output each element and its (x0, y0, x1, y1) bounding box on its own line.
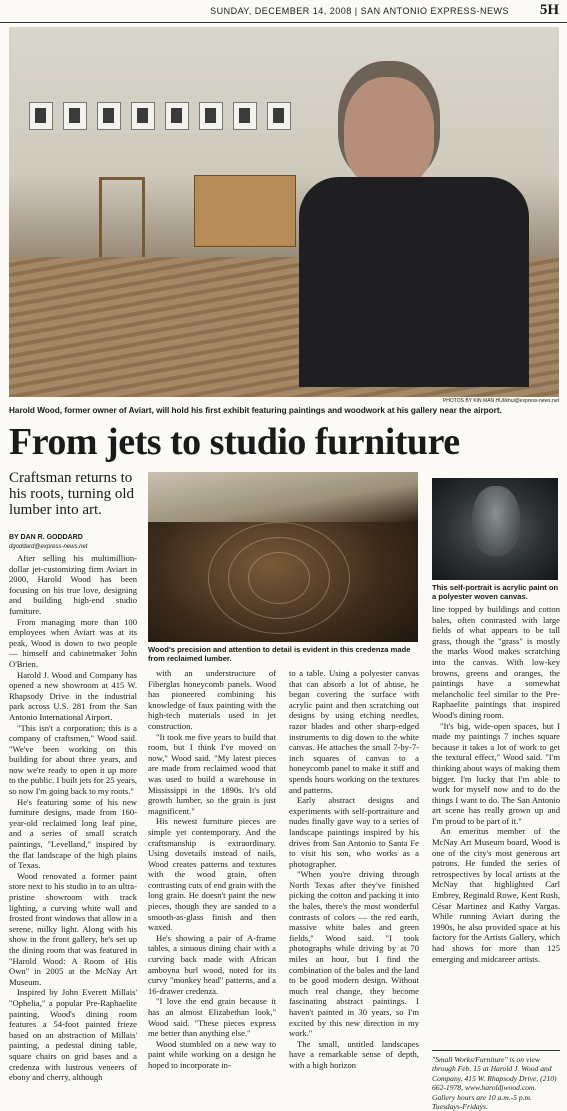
paragraph: line topped by buildings and cotton bales, often contrasted with large fields of what appears to be tall grass, though the "grass" is mostly the marks Wood makes scratching into the canvas. With low-key browns, greens and oranges, the paintings have a somewhat melancholic feel similar to the Pre-Raphaelite paintings that inspired Wood's dining room. (432, 604, 560, 720)
paragraph: with an understructure of Fiberglas honeycomb panels. Wood has pioneered combining his knowledge of faux painting with the high-tech materials used in jet construction. (148, 668, 276, 731)
paragraph: "I love the end grain because it has an almost Elizabethan look," Wood said. "These pieces express me better than anything else." (148, 996, 276, 1039)
page-number: 5H (539, 2, 559, 18)
paragraph: Wood stumbled on a new way to paint while working on a design he hoped to incorporate in- (148, 1038, 276, 1070)
article-column-2 (148, 668, 276, 1071)
paragraph: Inspired by John Everett Millais' "Ophelia," a popular Pre-Raphaelite painting, Wood's dining room features a 54-foot painted frieze based on an abstraction of Millais' painting, a pedestal dining table, square chairs on grid bases and a credenza with lustrous veneers of ebony and cherry, although (9, 987, 137, 1083)
cabinet-shape (194, 175, 296, 247)
credenza-caption: Wood's precision and attention to detail is evident in this credenza made from reclaimed lumber. (148, 645, 411, 663)
wall-frame (63, 102, 87, 130)
header-date-line: SUNDAY, DECEMBER 14, 2008 | SAN ANTONIO EXPRESS-NEWS (210, 6, 509, 16)
credenza-photo (148, 472, 418, 642)
paragraph: Harold J. Wood and Company has opened a new showroom at 415 W. Rhapsody Drive in the industrial park across U.S. 281 from the San Antonio International Airport. (9, 669, 137, 722)
hero-caption: Harold Wood, former owner of Aviart, will hold his first exhibit featuring paintings and woodwork at his gallery near the airport. (9, 406, 502, 415)
author-email: dgoddard@express-news.net (9, 544, 88, 550)
article-column-1 (9, 553, 137, 1083)
paragraph: "It took me five years to build that room, but I think I've moved on now," Wood said. "My latest pieces are made from reclaimed wood that was used to build a warehouse in Mississippi in the 1890s. It's old growth lumber, so the grain is just magnificent." (148, 731, 276, 816)
portrait-subject (299, 57, 529, 377)
wall-frame (165, 102, 189, 130)
credenza-top-edge (148, 472, 418, 522)
wall-frame (199, 102, 223, 130)
subject-head (344, 77, 434, 187)
paragraph: "It's big, wide-open spaces, but I made my paintings 7 inches square because it takes a lot of work to get the textural effect," Wood said. "I'm thinking about ways of making them bigger. I'm lucky that I'm able to work for myself now and to do the things I want to do. The San Antonio art scene has really grown up and I'm proud to be part of it." (432, 720, 560, 826)
portrait-face (472, 486, 520, 556)
wall-frame (267, 102, 291, 130)
paragraph: After selling his multimillion-dollar jet-customizing firm Aviart in 2000, Harold Wood has been focusing on his true love, designing and building high-end studio furniture. (9, 553, 137, 616)
paragraph: The small, untitled landscapes have a remarkable sense of depth, with a high horizon (289, 1038, 419, 1070)
paragraph: From managing more than 100 employees when Aviart was at its peak, Wood is down to two people — himself and cabinetmaker John O'Brien. (9, 616, 137, 669)
paragraph: An emeritus member of the McNay Art Museum board, Wood is one of the city's most generous art patrons. He funded the series of retrospectives by local artists at the McNay that highlighted Carl Embrey, Reginald Rowe, Kent Rush, César Martinez and Kathy Vargas. While running Aviart during the 1990s, he also provided space at his factory for the Artists Gallery, which had shows for more than 125 emerging and midcareer artists. (432, 826, 560, 964)
page-header (0, 0, 567, 23)
chair-shape (99, 177, 145, 260)
wall-frame (233, 102, 257, 130)
hero-photo (9, 27, 559, 397)
deck: Craftsman returns to his roots, turning old lumber into art. (9, 470, 135, 518)
paragraph: He's featuring some of his new furniture designs, made from 160-year-old reclaimed long leaf pine, and a series of small scratch paintings, "Levelland," inspired by the flat landscape of the high plains of Texas. (9, 796, 137, 871)
paragraph: "When you're driving through North Texas after they've finished picking the cotton and packing it into the bales, there's the most wonderful contrasts of colors — the red earth, massive white bales and green fields," Wood said. "I took photographs while driving by at 70 miles an hour, but I find the combination of the bales and the land to be good modern design. Without much real change, they become fascinating abstract paintings. I haven't painted in 30 years, so I'm excited by this new direction in my work." (289, 869, 419, 1039)
photo-credit: PHOTOS BY KIN MAN HUI/khui@express-news.net (442, 398, 559, 404)
wall-frame (29, 102, 53, 130)
byline: BY DAN R. GODDARD (9, 534, 83, 541)
article-column-3 (289, 668, 419, 1071)
paragraph: to a table. Using a polyester canvas that can absorb a lot of abuse, he began covering the surface with acrylic paint and then scratching out designs by using etching needles, razor blades and other sharp-edged instruments to dig down to the white canvas. He attaches the small 7-by-7-inch squares of canvas to a honeycomb panel to make it stiff and spends hours working on the textures and patterns. (289, 668, 419, 795)
wall-frame (131, 102, 155, 130)
paragraph: His newest furniture pieces are simple yet contemporary. And the craftsmanship is extraordinary. Using dovetails instead of nails, Wood creates patterns and textures with the wood grain, often contrasting cuts of end grain with the long grain. He doesn't paint the new pieces, though they are sanded to a smooth-as-glass finish and then waxed. (148, 816, 276, 933)
subject-body (299, 177, 529, 387)
paragraph: Early abstract designs and experiments with self-portraiture and nudes finally gave way to a series of landscape paintings inspired by his drives from San Antonio to Santa Fe to visit his son, who works as a photographer. (289, 795, 419, 869)
article-column-4 (432, 604, 560, 964)
wood-grain-ring (248, 552, 310, 604)
headline: From jets to studio furniture (9, 421, 460, 463)
paragraph: He's showing a pair of A-frame tables, a sinuous dining chair with a curving back made with African amboyna burl wood, noted for its curvy "monkey head" patterns, and a 16-drawer credenza. (148, 932, 276, 996)
wall-frame (97, 102, 121, 130)
self-portrait-photo (432, 478, 558, 580)
paragraph: Wood renovated a former paint store next to his studio in to an ultra-pristine showroom with track lighting, a curving white wall and frosted front windows that allow in a serene, milky light. Along with his show in the front gallery, he's set up the dining room that was featured in "Harold Wood: A Room of His Own" in 2005 at the McNay Art Museum. (9, 870, 137, 987)
paragraph: "This isn't a corporation; this is a company of craftsmen," Wood said. "We've been working on this building for about three years, and now we're ready to open it up more to the public. I built jets for 25 years, so now I'm going back to my roots." (9, 722, 137, 797)
self-portrait-caption: This self-portrait is acrylic paint on a polyester woven canvas. (432, 583, 559, 601)
exhibit-info-box: "Small Works/Furniture" is on view through Feb. 15 at Harold J. Wood and Company, 415 W. Rhapsody Drive, (210) 662-1978, www.haroldjwood.com. Gallery hours are 10 a.m.-5 p.m. Tuesdays-Fridays. (432, 1050, 560, 1111)
